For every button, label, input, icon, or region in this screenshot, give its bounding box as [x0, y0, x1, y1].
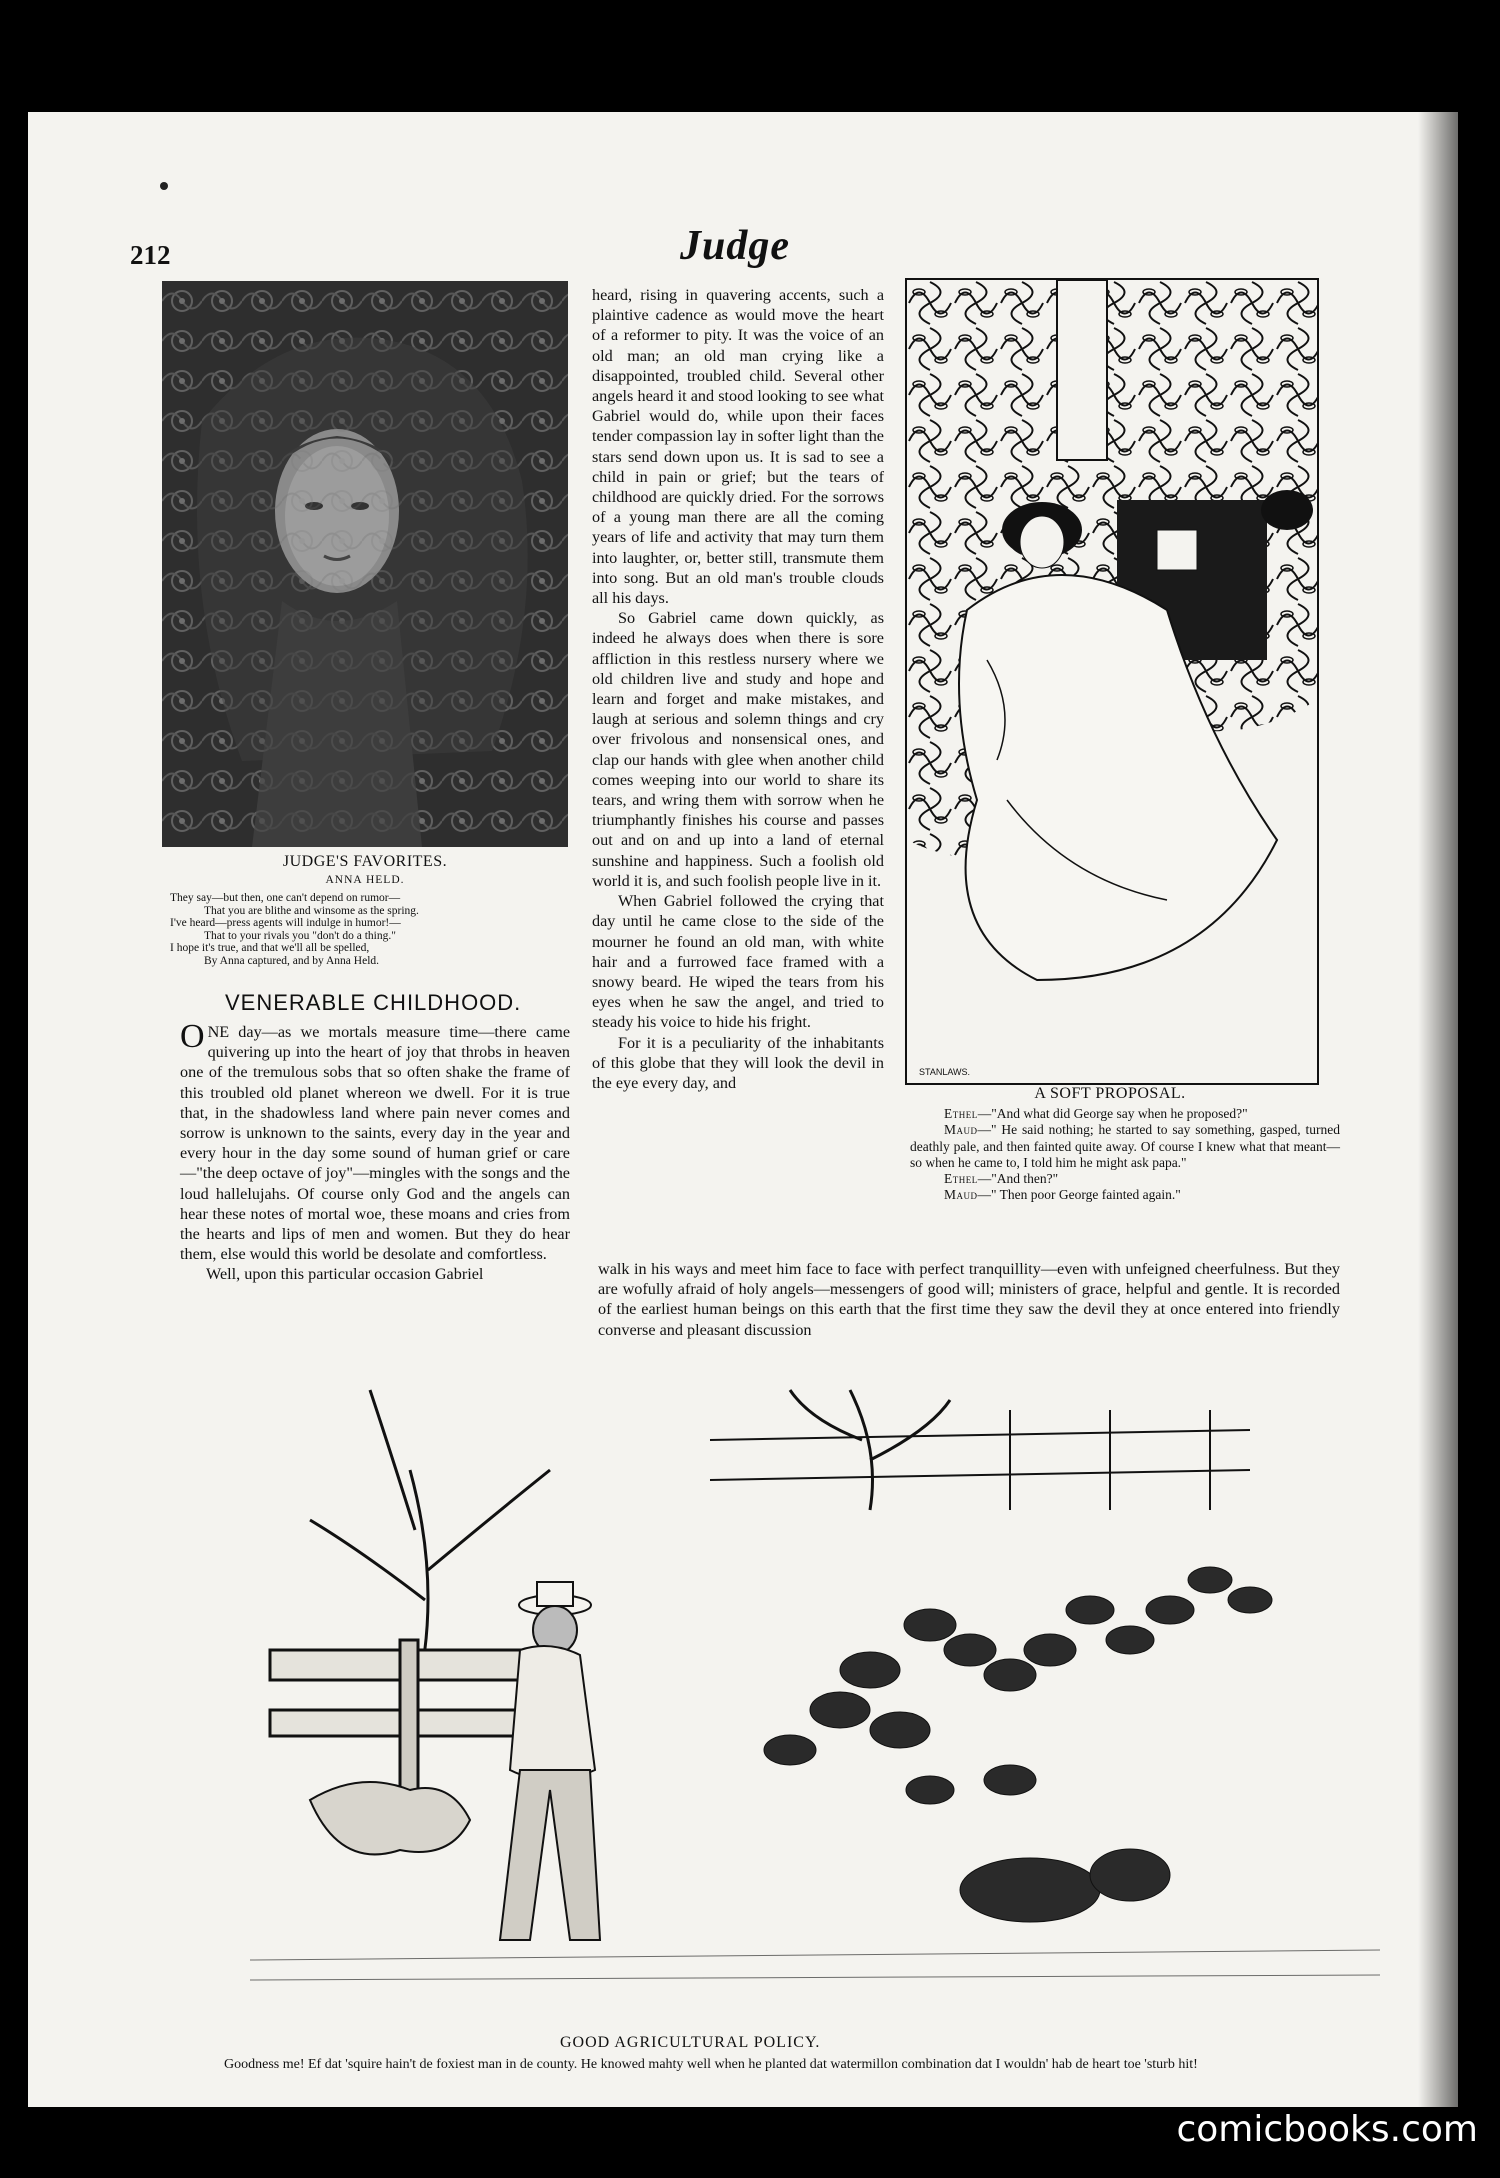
article-wide-continuation	[598, 1259, 1340, 1340]
article-heading: VENERABLE CHILDHOOD.	[225, 990, 522, 1015]
anna-held-photo	[162, 281, 568, 847]
poem-line: They say—but then, one can't depend on rumor—	[170, 892, 401, 904]
dialogue-line: Maud—" Then poor George fainted again."	[944, 1187, 1181, 1203]
article-paragraph: heard, rising in quavering accents, such a plaintive cadence as would move the heart of a reformer to pity. It was the voice of an old man; an old man crying like a disappointed, troubled child. Several other angels heard it and stood looking to see what Gabriel would do, while upon their faces tender compassion lay in softer light than the stars send down upon us. It is sad to see a child in pain or grief; but the tears of childhood are quickly dried. For the sorrows of a young man there are all the coming years of life and activity that may turn them into laughter, or, better still, transmute them into song. But an old man's trouble clouds all his days.	[592, 286, 884, 608]
drop-cap: O	[180, 1018, 205, 1055]
page-number: 212	[130, 240, 171, 270]
watermelon-cartoon	[250, 1350, 1380, 2025]
favorites-poem	[170, 892, 570, 968]
article-paragraph: Well, upon this particular occasion Gabriel	[206, 1265, 484, 1284]
proposal-title: A SOFT PROPOSAL.	[1034, 1085, 1186, 1102]
page-dot	[160, 182, 168, 190]
article-left-column	[180, 1018, 570, 1285]
poem-line: I've heard—press agents will indulge in humor!—	[170, 917, 401, 930]
favorites-title: JUDGE'S FAVORITES.	[282, 853, 448, 870]
article-paragraph: So Gabriel came down quickly, as indeed he always does when there is sore affliction in this restless nursery where we old children live and study and hope and learn and forget and make mistakes, and laugh at serious and solemn things and cry over frivolous and nonsensical ones, and clap our hands with glee when another child comes weeping into our world to share its tears, and wring them with sorrow when he triumphantly finishes his course and passes out and on and up into a land of eternal sunshine and happiness. Such a foolish old world it is, and such foolish people live in it.	[592, 609, 884, 890]
dialogue-line: Ethel—"And what did George say when he proposed?"	[944, 1106, 1248, 1121]
article-paragraph: For it is a peculiarity of the inhabitants of this globe that they will look the devil in the eye every day, and	[592, 1033, 884, 1092]
poem-line: That to your rivals you "don't do a thing."	[204, 929, 396, 942]
article-paragraph: When Gabriel followed the crying that day until he came close to the side of the mourner he found an old man, with white hair and a furrowed face framed with a snowy beard. He wiped the tears from his eyes when he saw the angel, and tried to steady his voice to hide his fright.	[592, 892, 884, 1032]
poem-line: That you are blithe and winsome as the spring.	[204, 904, 419, 917]
favorites-subject-name: ANNA HELD.	[325, 874, 405, 886]
site-watermark: comicbooks.com	[1176, 2109, 1478, 2150]
illustration-signature: STANLAWS.	[919, 1067, 971, 1077]
poem-line: I hope it's true, and that we'll all be spelled,	[170, 942, 370, 955]
cartoon-caption: Goodness me! Ef dat 'squire hain't de foxiest man in de county. He knowed mahty well when he planted dat watermillon combination dat I wouldn' hab de heart toe 'sturb hit!	[224, 2057, 1198, 2072]
article-paragraph: walk in his ways and meet him face to face with perfect tranquillity—even with unfeigned cheerfulness. But they are wofully afraid of holy angels—messengers of good will; ministers of grace, helpful and gentle. It is recorded of the earliest human beings on this earth that the first time they saw the devil they at once entered into friendly converse and pleasant discussion	[598, 1260, 1340, 1339]
page-edge-shadow	[1418, 112, 1458, 2107]
proposal-dialogue	[910, 1106, 1340, 1204]
article-paragraph: ONE day—as we mortals measure time—there came quivering up into the heart of joy that throbs in heaven one of the tremulous sobs that so often shake the frame of this troubled old planet whereon we dwell. For it is true that, in the shadowless land where pain never comes and sorrow is unknown to the saints, every day in the year and every hour in the day some sound of human grief or care—"the deep octave of joy"—mingles with the songs and the loud hallelujahs. Of course only God and the angels can hear these notes of mortal woe, these moans and cries from the hearts and lips of men and women. But they do hear them, else would this world be desolate and comfortless.	[180, 1018, 570, 1264]
dialogue-line: Maud—" He said nothing; he started to say something, gasped, turned deathly pale, and then fainted quite away. Of course I knew what that meant—so when he came to, I told him he might ask papa."	[910, 1122, 1340, 1170]
poem-line: By Anna captured, and by Anna Held.	[204, 954, 380, 967]
masthead-logo: Judge	[680, 223, 790, 269]
cartoon-title: GOOD AGRICULTURAL POLICY.	[560, 2034, 821, 2051]
dialogue-line: Ethel—"And then?"	[944, 1171, 1059, 1187]
soft-proposal-illustration	[905, 278, 1319, 1085]
article-middle-column	[592, 285, 884, 1093]
